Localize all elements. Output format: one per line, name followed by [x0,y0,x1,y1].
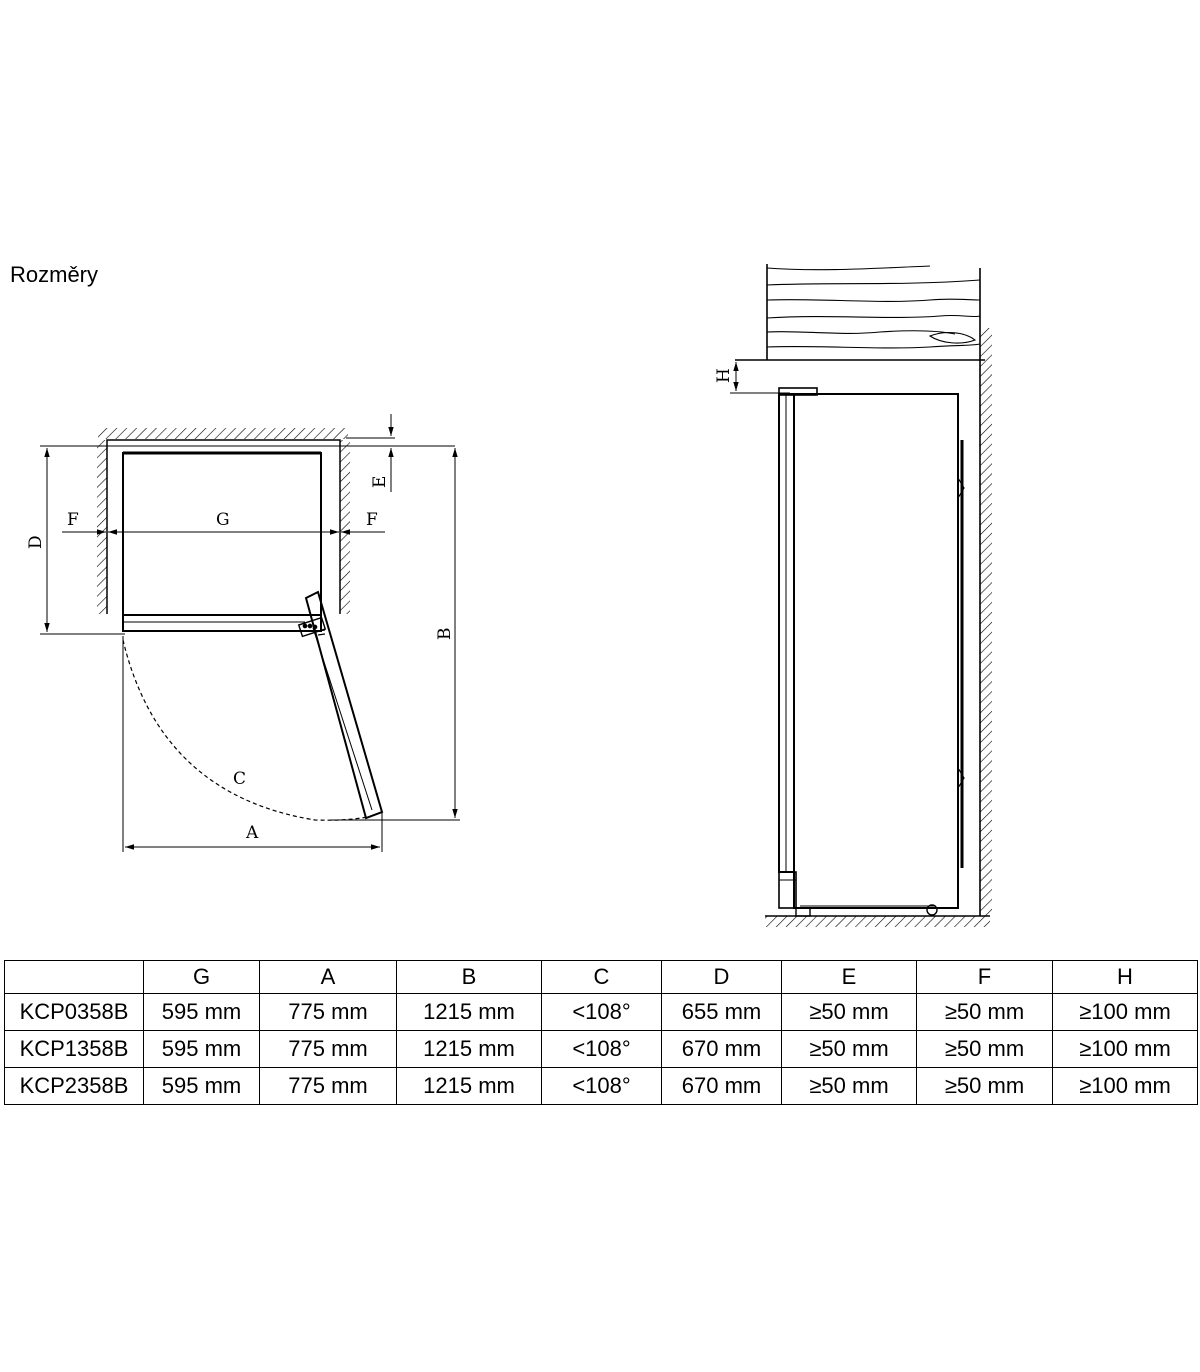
table-cell: ≥50 mm [917,1031,1053,1068]
table-header-row [5,961,1198,994]
table-header-cell: A [260,961,397,994]
table-cell: <108° [542,994,662,1031]
top-view [40,414,460,852]
fridge-door-closed [123,615,321,631]
label-b: B [435,627,455,640]
side-view [730,264,992,927]
back-wall-hatch [98,428,348,439]
table-header-cell [5,961,144,994]
table-header-cell: E [782,961,917,994]
table-cell: ≥50 mm [917,994,1053,1031]
table-row [5,1031,1198,1068]
table-cell: 595 mm [144,1068,260,1105]
label-f-left: F [67,510,79,530]
fridge-body-top [123,453,321,615]
table-header-cell: F [917,961,1053,994]
table-cell: <108° [542,1068,662,1105]
label-h: H [714,368,734,383]
label-e: E [370,475,390,488]
table-cell: 1215 mm [397,994,542,1031]
model-cell: KCP0358B [5,994,144,1031]
table-header-cell: B [397,961,542,994]
table-cell: ≥50 mm [782,994,917,1031]
table-header-cell: C [542,961,662,994]
table-cell: 775 mm [260,1068,397,1105]
label-d: D [26,535,46,549]
dimensions-table [4,960,1198,1105]
model-cell: KCP1358B [5,1031,144,1068]
table-cell: ≥100 mm [1053,1068,1198,1105]
table-row [5,1068,1198,1105]
door-swing-arc [123,640,368,820]
table-cell: ≥50 mm [782,1068,917,1105]
table-cell: ≥50 mm [782,1031,917,1068]
page-title: Rozměry [10,262,99,287]
table-cell: 1215 mm [397,1031,542,1068]
open-door [299,592,382,818]
label-g: G [216,510,230,530]
front-foot [796,908,810,916]
table-cell: 595 mm [144,1031,260,1068]
table-cell: 670 mm [662,1031,782,1068]
right-wall-hatch [340,440,350,614]
floor-hatch [765,916,990,927]
label-f-right: F [366,510,378,530]
table-header-cell: G [144,961,260,994]
table-cell: 1215 mm [397,1068,542,1105]
left-wall-hatch [97,440,107,614]
model-cell: KCP2358B [5,1068,144,1105]
table-cell: 655 mm [662,994,782,1031]
rear-wall-hatch [980,328,992,916]
table-cell: 775 mm [260,1031,397,1068]
label-c: C [233,769,247,789]
table-cell: ≥100 mm [1053,994,1198,1031]
table-cell: ≥100 mm [1053,1031,1198,1068]
table-header-cell: D [662,961,782,994]
table-row [5,994,1198,1031]
table-cell: ≥50 mm [917,1068,1053,1105]
fridge-body-side [794,394,958,908]
table-cell: <108° [542,1031,662,1068]
label-a: A [246,823,259,843]
table-cell: 670 mm [662,1068,782,1105]
wooden-worktop [735,264,985,360]
table-cell: 775 mm [260,994,397,1031]
table-cell: 595 mm [144,994,260,1031]
table-header-cell: H [1053,961,1198,994]
